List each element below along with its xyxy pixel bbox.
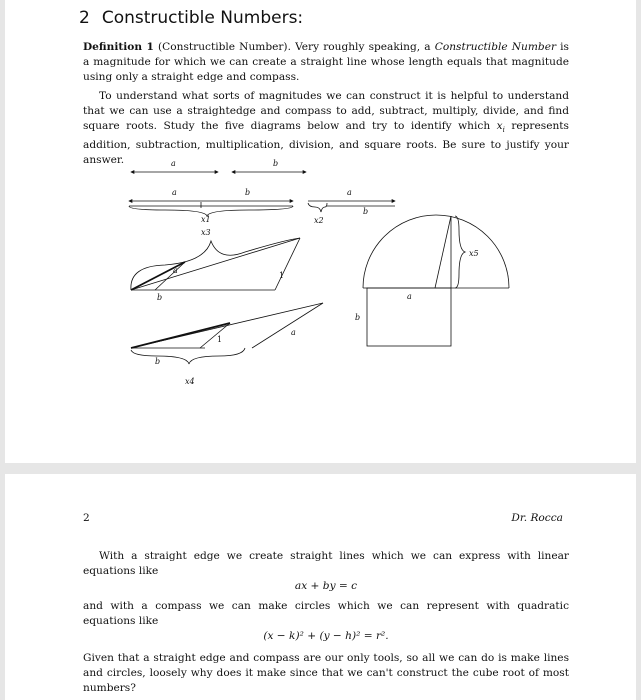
label-one-x4: 1 xyxy=(217,335,223,344)
semicircle-x5 xyxy=(363,215,509,288)
brace-x4 xyxy=(131,348,245,364)
page-2 xyxy=(5,474,636,700)
instructions-sub: i xyxy=(502,126,505,135)
label-b-x1: b xyxy=(245,188,251,197)
brace-x5 xyxy=(455,216,465,288)
label-b-ref: b xyxy=(273,159,279,168)
definition-term: Constructible Number xyxy=(434,41,557,53)
label-x5: x5 xyxy=(469,249,479,258)
label-x4: x4 xyxy=(185,377,195,386)
label-one-x3: 1 xyxy=(279,271,285,280)
label-x1: x1 xyxy=(201,215,211,224)
page-1 xyxy=(5,0,636,463)
definition-name: (Constructible Number). xyxy=(158,41,291,53)
intro-paragraph: With a straight edge we create straight lines which we can express with linear equations like xyxy=(83,550,569,577)
diagram-x5 xyxy=(355,215,509,346)
label-a-x4: a xyxy=(291,328,296,337)
instructions-var: x xyxy=(496,120,503,132)
constructions-figure xyxy=(5,0,636,463)
label-b-x2: b xyxy=(363,207,369,216)
circle-equation: (x − k)² + (y − h)² = r². xyxy=(263,630,389,642)
label-b-x3: b xyxy=(157,293,163,302)
label-a-x2: a xyxy=(347,188,352,197)
diagram-x1 xyxy=(129,188,293,224)
label-b-x4: b xyxy=(155,357,161,366)
section-number: 2 xyxy=(79,8,90,28)
definition-text-a: Very roughly speaking, a xyxy=(290,41,435,53)
brace-x1 xyxy=(129,206,293,216)
author: Dr. Rocca xyxy=(511,512,563,524)
label-b-x5: b xyxy=(355,313,361,322)
circle-paragraph: and with a compass we can make circles which we can represent with quadratic equations like xyxy=(83,600,569,627)
diagram-x3 xyxy=(131,228,300,302)
reference-segments xyxy=(131,159,306,172)
label-x3: x3 xyxy=(201,228,211,237)
definition-label: Definition 1 xyxy=(83,41,154,53)
line-equation: ax + by = c xyxy=(294,580,358,592)
definition-text-b: is a magnitude for which we can create a straight line whose length equals that magnitude using only a straight edge and compass. xyxy=(83,41,569,83)
label-a-x3: a xyxy=(173,266,178,275)
question-paragraph: Given that a straight edge and compass are our only tools, so all we can do is make lines and circles, loosely why does it make since that we can't construct the cube root of most numbers? xyxy=(83,652,569,694)
instructions-text-b: represents addition, subtraction, multiplication, division, and square roots. Be sure to justify your answer. xyxy=(83,120,569,167)
label-a-x5: a xyxy=(407,292,412,301)
diagram-x4 xyxy=(131,303,323,386)
brace-x2 xyxy=(308,203,327,212)
page-number: 2 xyxy=(83,512,90,524)
diagram-x2 xyxy=(308,188,395,225)
label-a-x1: a xyxy=(172,188,177,197)
instructions-text-a: To understand what sorts of magnitudes we can construct it is helpful to understand that we can use a straightedge and compass to add, subtract, multiply, divide, and find square roots. Study the five diagrams below and try to identify which xyxy=(83,90,569,132)
label-x2: x2 xyxy=(314,216,324,225)
label-a-ref: a xyxy=(171,159,176,168)
section-title: Constructible Numbers: xyxy=(101,8,304,28)
